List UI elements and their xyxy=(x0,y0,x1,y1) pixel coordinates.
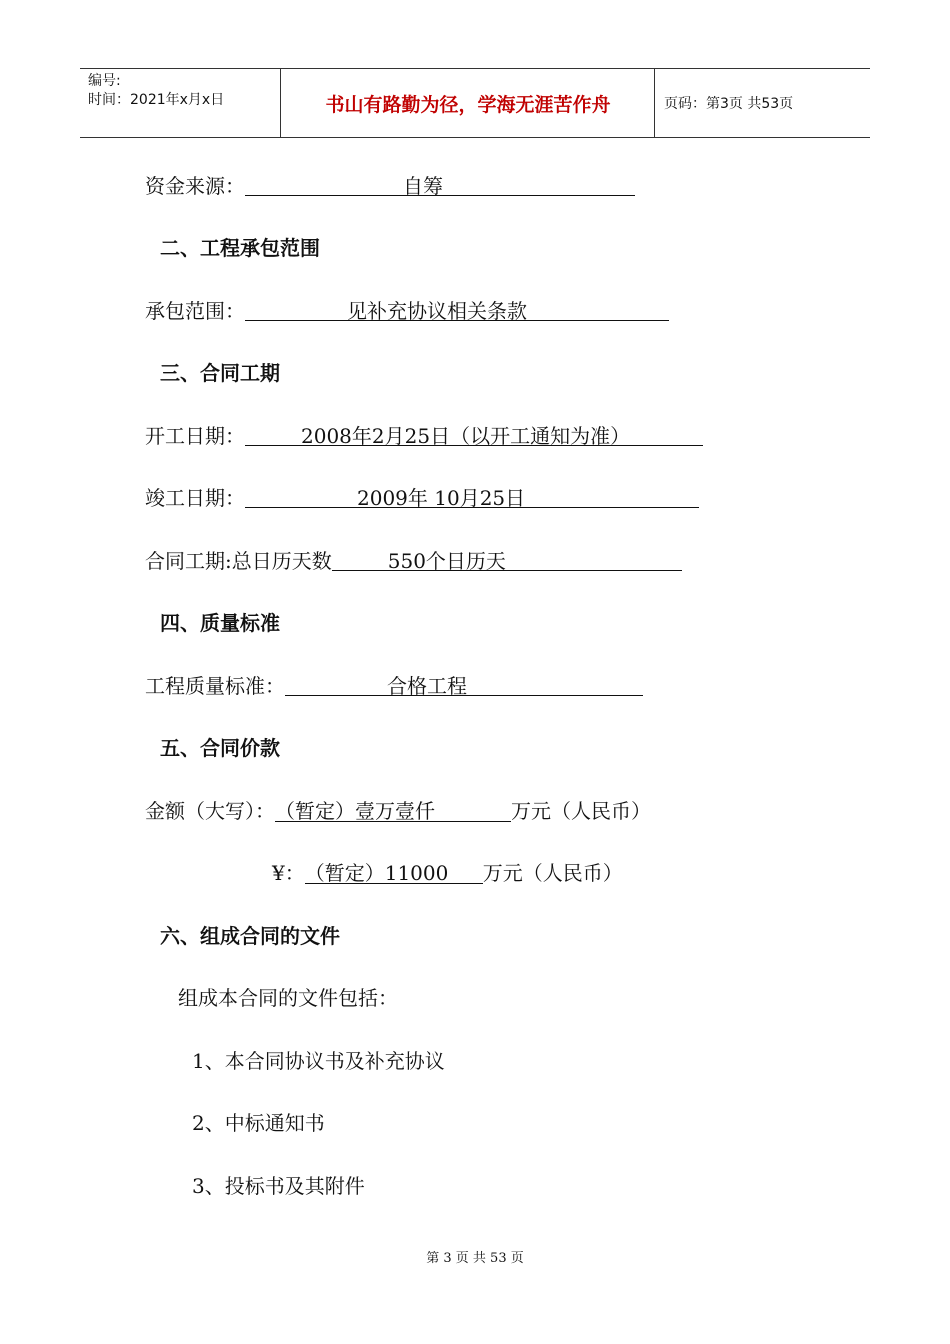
contract-period-value: 550个日历天 xyxy=(332,547,682,571)
header-divider xyxy=(280,69,281,137)
completion-date-line xyxy=(145,484,699,512)
section-6-heading: 六、组成合同的文件 xyxy=(160,924,340,948)
contract-scope-line xyxy=(145,297,669,325)
document-time-label: 时间：2021年x月x日 xyxy=(88,92,225,108)
amount-words-line xyxy=(145,797,651,825)
header-motto: 书山有路勤为径，学海无涯苦作舟 xyxy=(325,93,611,116)
completion-date-value: 2009年 10月25日 xyxy=(245,484,699,508)
section-2-heading: 二、工程承包范围 xyxy=(160,236,320,260)
amount-figures-line xyxy=(272,859,623,887)
section-4-heading: 四、质量标准 xyxy=(160,611,280,635)
contract-scope-value: 见补充协议相关条款 xyxy=(245,297,669,321)
contract-period-label: 合同工期:总日历天数 xyxy=(145,549,332,573)
amount-figures-value: （暂定）11000 xyxy=(305,859,483,884)
quality-standard-value: 合格工程 xyxy=(285,672,643,696)
document-item: 2、中标通知书 xyxy=(192,1111,325,1135)
section-3-heading: 三、合同工期 xyxy=(160,361,280,385)
document-number-label: 编号: xyxy=(88,73,121,89)
contract-scope-label: 承包范围： xyxy=(145,299,245,323)
documents-intro: 组成本合同的文件包括： xyxy=(178,986,398,1010)
fund-source-line xyxy=(145,172,635,200)
page-header xyxy=(80,68,870,138)
fund-source-value: 自筹 xyxy=(245,172,635,196)
fund-source-label: 资金来源： xyxy=(145,174,245,198)
amount-words-value: （暂定）壹万壹仟 xyxy=(275,797,511,822)
amount-words-label: 金额（大写）： xyxy=(145,799,275,823)
amount-figures-unit: 万元（人民币） xyxy=(482,861,623,885)
document-item: 1、本合同协议书及补充协议 xyxy=(192,1049,445,1073)
header-left-cell xyxy=(88,72,224,110)
start-date-line xyxy=(145,422,703,450)
header-page-info: 页码：第3页 共53页 xyxy=(664,96,794,112)
document-item: 3、投标书及其附件 xyxy=(192,1174,365,1198)
quality-standard-line xyxy=(145,672,643,700)
start-date-value: 2008年2月25日（以开工通知为准） xyxy=(245,422,703,446)
page-footer: 第 3 页 共 53 页 xyxy=(426,1251,524,1266)
amount-words-unit: 万元（人民币） xyxy=(511,799,651,823)
start-date-label: 开工日期： xyxy=(145,424,245,448)
section-5-heading: 五、合同价款 xyxy=(160,736,280,760)
header-divider xyxy=(654,69,655,137)
contract-period-line xyxy=(145,547,682,575)
quality-standard-label: 工程质量标准： xyxy=(145,674,285,698)
amount-figures-label: ¥： xyxy=(272,861,305,885)
completion-date-label: 竣工日期： xyxy=(145,486,245,510)
